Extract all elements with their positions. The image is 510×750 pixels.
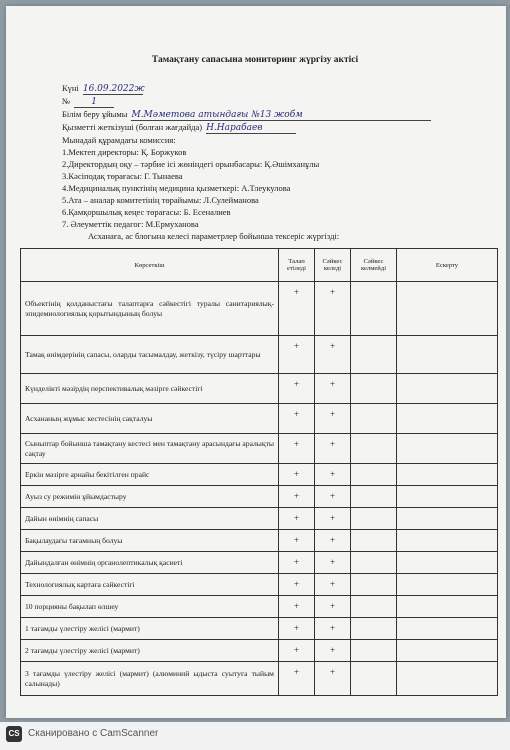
check-intro: Асханаға, ас блогына келесі параметрлер бойынша тексеріс жүргізді: (88, 231, 340, 241)
required-cell: + (279, 404, 315, 434)
date-label: Күні (62, 83, 79, 93)
not-conforms-cell (351, 404, 397, 434)
indicator-cell: Дайындалған өнімнің органолептикалық қасиеті (21, 552, 279, 574)
required-cell: + (279, 282, 315, 336)
required-cell: + (279, 508, 315, 530)
note-cell (397, 662, 498, 696)
commission-member: 6.Қамқоршылық кеңес төрағасы: Б. Есеналиев (62, 207, 231, 217)
date-line (62, 83, 143, 95)
note-cell (397, 574, 498, 596)
note-cell (397, 486, 498, 508)
organization-line (62, 109, 431, 121)
organization-value: М.Мәметова атындағы №13 жобм (131, 110, 431, 121)
not-conforms-cell (351, 282, 397, 336)
indicator-cell: Ауыз су режимін ұйымдастыру (21, 486, 279, 508)
indicator-cell: 2 тағамды үлестіру желісі (мармит) (21, 640, 279, 662)
required-cell: + (279, 552, 315, 574)
not-conforms-cell (351, 336, 397, 374)
note-cell (397, 640, 498, 662)
note-cell (397, 464, 498, 486)
required-cell: + (279, 374, 315, 404)
commission-member: 7. Әлеуметтік педагог: М.Ермуханова (62, 219, 199, 229)
table-row (21, 640, 498, 662)
monitoring-table (20, 248, 498, 696)
note-cell (397, 282, 498, 336)
indicator-cell: 10 порцияны бақылап өлшеу (21, 596, 279, 618)
note-cell (397, 596, 498, 618)
table-row (21, 574, 498, 596)
indicator-cell: Еркін мәзірге арнайы бекітілген прайс (21, 464, 279, 486)
supplier-line (62, 122, 296, 134)
table-row (21, 336, 498, 374)
required-cell: + (279, 336, 315, 374)
required-cell: + (279, 574, 315, 596)
table-row (21, 508, 498, 530)
required-cell: + (279, 486, 315, 508)
indicator-cell: Объектінің қолданыстағы талаптарға сәйкестігі туралы санитариялық-эпидемиологиялық қорытындының болуы (21, 282, 279, 336)
note-cell (397, 552, 498, 574)
conforms-cell: + (315, 662, 351, 696)
conforms-cell: + (315, 596, 351, 618)
conforms-cell: + (315, 530, 351, 552)
commission-member: 4.Медициналық пунктінің медицина қызметкері: А.Тлеукулова (62, 183, 291, 193)
required-cell: + (279, 662, 315, 696)
conforms-cell: + (315, 552, 351, 574)
table-row (21, 618, 498, 640)
conforms-cell: + (315, 374, 351, 404)
header-indicator: Көрсеткіш (21, 249, 279, 282)
conforms-cell: + (315, 434, 351, 464)
required-cell: + (279, 434, 315, 464)
not-conforms-cell (351, 508, 397, 530)
commission-intro: Мынадай құрамдағы комиссия: (62, 135, 176, 145)
not-conforms-cell (351, 552, 397, 574)
table-row (21, 486, 498, 508)
indicator-cell: 3 тағамды үлестіру желісі (мармит) (алюминий ыдыста суытуға тыйым салынады) (21, 662, 279, 696)
table-row (21, 596, 498, 618)
scanner-watermark-text: Сканировано с CamScanner (28, 728, 159, 739)
not-conforms-cell (351, 596, 397, 618)
indicator-cell: Асхананың жұмыс кестесінің сақталуы (21, 404, 279, 434)
organization-label: Білім беру ұйымы (62, 109, 128, 119)
commission-member: 2.Директордың оқу – тәрбие ісі жөніндегі орынбасары: Қ.Әшімханұлы (62, 159, 320, 169)
table-row (21, 464, 498, 486)
conforms-cell: + (315, 640, 351, 662)
not-conforms-cell (351, 434, 397, 464)
required-cell: + (279, 640, 315, 662)
not-conforms-cell (351, 374, 397, 404)
number-value: 1 (74, 97, 114, 108)
not-conforms-cell (351, 618, 397, 640)
not-conforms-cell (351, 640, 397, 662)
required-cell: + (279, 530, 315, 552)
note-cell (397, 618, 498, 640)
conforms-cell: + (315, 486, 351, 508)
not-conforms-cell (351, 662, 397, 696)
table-row (21, 434, 498, 464)
number-label: № (62, 96, 71, 106)
table-row (21, 662, 498, 696)
note-cell (397, 434, 498, 464)
table-row (21, 282, 498, 336)
conforms-cell: + (315, 618, 351, 640)
note-cell (397, 530, 498, 552)
indicator-cell: 1 тағамды үлестіру желісі (мармит) (21, 618, 279, 640)
indicator-cell: Сыныптар бойынша тамақтану кестесі мен тамақтану арасындағы аралықты сақтау (21, 434, 279, 464)
indicator-cell: Бақылаудағы тағамның болуы (21, 530, 279, 552)
supplier-label: Қызметті жеткізуші (болған жағдайда) (62, 122, 203, 132)
table-row (21, 404, 498, 434)
not-conforms-cell (351, 464, 397, 486)
indicator-cell: Тамақ өнімдерінің сапасы, оларды тасымалдау, жеткізу, түсіру шарттары (21, 336, 279, 374)
conforms-cell: + (315, 282, 351, 336)
conforms-cell: + (315, 508, 351, 530)
not-conforms-cell (351, 530, 397, 552)
header-required: Талап етіледі (279, 249, 315, 282)
table-row (21, 530, 498, 552)
header-not-conforms: Сәйкес келмейді (351, 249, 397, 282)
camscanner-logo-icon: CS (6, 726, 22, 742)
header-note: Ескерту (397, 249, 498, 282)
table-header-row (21, 249, 498, 282)
header-conforms: Сәйкес келеді (315, 249, 351, 282)
scanner-footer (0, 722, 510, 750)
table-row (21, 552, 498, 574)
conforms-cell: + (315, 464, 351, 486)
supplier-value: Н.Нарабаев (206, 123, 296, 134)
date-value: 16.09.2022ж (82, 84, 145, 94)
required-cell: + (279, 618, 315, 640)
table-row (21, 374, 498, 404)
note-cell (397, 404, 498, 434)
document-title: Тамақтану сапасына мониторинг жүргізу актісі (151, 55, 359, 65)
required-cell: + (279, 464, 315, 486)
note-cell (397, 508, 498, 530)
indicator-cell: Технологиялық картаға сәйкестігі (21, 574, 279, 596)
commission-member: 3.Кәсіподақ төрағасы: Г. Тынаева (62, 171, 183, 181)
indicator-cell: Дайын өнімнің сапасы (21, 508, 279, 530)
conforms-cell: + (315, 574, 351, 596)
not-conforms-cell (351, 574, 397, 596)
conforms-cell: + (315, 404, 351, 434)
conforms-cell: + (315, 336, 351, 374)
commission-member: 1.Мектеп директоры: Қ. Боржуков (62, 147, 187, 157)
commission-member: 5.Ата – аналар комитетінің төрайымы: Л.Сулейманова (62, 195, 259, 205)
note-cell (397, 374, 498, 404)
indicator-cell: Күнделікті мәзірдің перспективалық мәзірге сәйкестігі (21, 374, 279, 404)
number-line (62, 96, 114, 108)
note-cell (397, 336, 498, 374)
required-cell: + (279, 596, 315, 618)
not-conforms-cell (351, 486, 397, 508)
